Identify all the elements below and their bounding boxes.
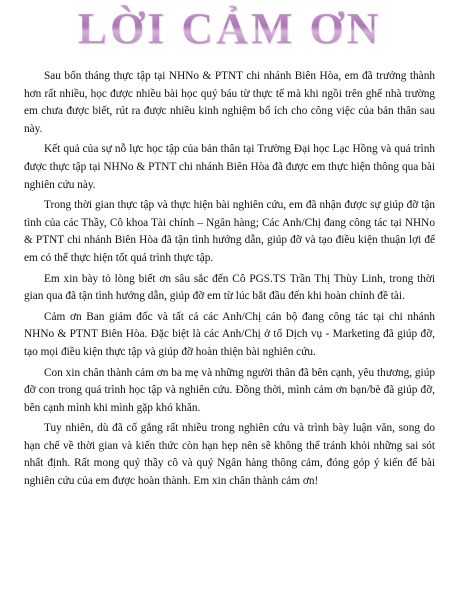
document-page xyxy=(0,2,450,610)
paragraph-2: Kết quả của sự nỗ lực học tập của bản thân tại Trường Đại học Lạc Hồng và quá trình được thực tập tại NHNo & PTNT chi nhánh Biên Hòa đã được em thực hiện thông qua bài nghiên cứu này. xyxy=(24,143,435,191)
document-body xyxy=(24,68,435,491)
paragraph-3: Trong thời gian thực tập và thực hiện bài nghiên cứu, em đã nhận được sự giúp đỡ tận tình của các Thầy, Cô khoa Tài chính – Ngân hàng; Các Anh/Chị đang công tác tại NHNo & PTNT chi nhánh Biên Hòa đã tận tình hướng dẫn, giúp đỡ và tạo điều kiện thuận lợi để em có thể thực hiện tốt quá trình thực tập. xyxy=(24,199,435,264)
page-title: LỜI CẢM ƠN xyxy=(24,2,435,56)
paragraph-4: Em xin bày tỏ lòng biết ơn sâu sắc đến Cô PGS.TS Trần Thị Thùy Linh, trong thời gian qua đã tận tình hướng dẫn, giúp đỡ em từ lúc bắt đầu đến khi hoàn chỉnh đề tài. xyxy=(24,272,435,303)
paragraph-7: Tuy nhiên, dù đã cố gắng rất nhiều trong nghiên cứu và trình bày luận văn, song do hạn chế về thời gian và kiến thức còn hạn hẹp nên sẽ không thể tránh khỏi những sai sót nhất định. Rất mong quý thầy cô và quý Ngân hàng thông cảm, đóng góp ý kiến để bài nghiên cứu của em được hoàn thành. Em xin chân thành cảm ơn! xyxy=(24,422,435,488)
paragraph-5: Cảm ơn Ban giám đốc và tất cả các Anh/Chị cán bộ đang công tác tại chi nhánh NHNo & PTNT Biên Hòa. Đặc biệt là các Anh/Chị ở tổ Dịch vụ - Marketing đã giúp đỡ, tạo mọi điều kiện thực tập và giúp đỡ hoàn thiện bài nghiên cứu. xyxy=(24,310,435,358)
paragraph-1: Sau bốn tháng thực tập tại NHNo & PTNT chi nhánh Biên Hòa, em đã trưởng thành hơn rất nhiều, học được nhiều bài học quý báu từ thực tế mà khi ngồi trên ghế nhà trường em chưa được biết, rút ra được nhiều kinh nghiệm bổ ích cho công việc của bản thân sau này. xyxy=(24,70,435,135)
paragraph-6: Con xin chân thành cảm ơn ba mẹ và những người thân đã bên cạnh, yêu thương, giúp đỡ con trong quá trình học tập và nghiên cứu. Đồng thời, mình cảm ơn bạn/bè đã giúp đỡ, bên cạnh mình khi mình gặp khó khăn. xyxy=(24,366,435,414)
